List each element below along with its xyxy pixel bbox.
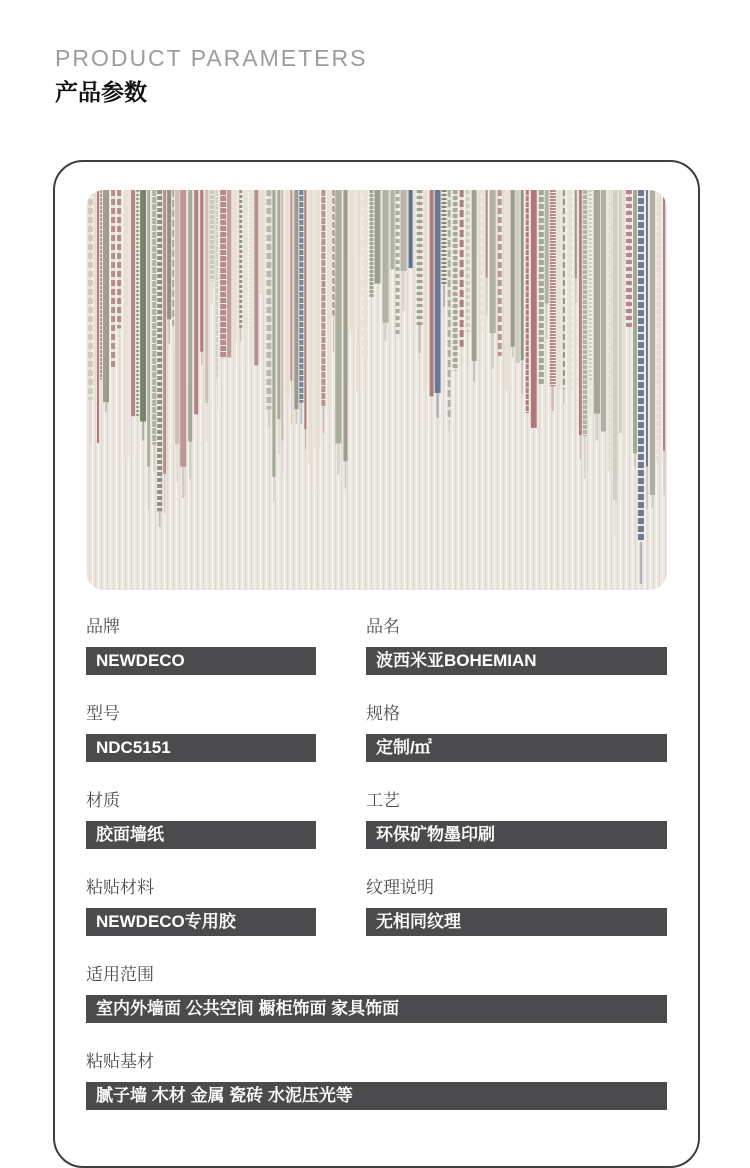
wallpaper-stripes-illustration (86, 190, 667, 590)
param-field-material (86, 791, 316, 849)
param-value: 胶面墙纸 (86, 821, 316, 849)
param-label: 品名 (366, 616, 400, 636)
param-label: 适用范围 (86, 964, 154, 984)
param-value: NEWDECO (86, 647, 316, 675)
param-value: 无相同纹理 (366, 908, 667, 936)
param-value: NDC5151 (86, 734, 316, 762)
param-field-craft (366, 791, 667, 849)
param-label: 型号 (86, 703, 120, 723)
param-label: 规格 (366, 703, 400, 723)
param-value: 环保矿物墨印刷 (366, 821, 667, 849)
param-value: 室内外墙面 公共空间 橱柜饰面 家具饰面 (86, 995, 667, 1023)
page-title-zh: 产品参数 (55, 79, 147, 106)
param-field-scope (86, 965, 667, 1023)
param-value: NEWDECO专用胶 (86, 908, 316, 936)
param-field-substrate (86, 1052, 667, 1110)
param-field-texture (366, 878, 667, 936)
param-value: 腻子墙 木材 金属 瓷砖 水泥压光等 (86, 1082, 667, 1110)
param-label: 工艺 (366, 790, 400, 810)
param-field-spec (366, 704, 667, 762)
param-value: 定制/㎡ (366, 734, 667, 762)
param-field-product-name (366, 617, 667, 675)
param-value: 波西米亚BOHEMIAN (366, 647, 667, 675)
product-image (86, 190, 667, 590)
page-title-en: PRODUCT PARAMETERS (55, 45, 368, 71)
param-label: 粘贴材料 (86, 877, 154, 897)
param-label: 材质 (86, 790, 120, 810)
parameters-card (53, 160, 700, 1168)
page-header (0, 0, 750, 106)
parameters-grid (86, 617, 667, 1139)
param-field-model (86, 704, 316, 762)
param-label: 纹理说明 (366, 877, 434, 897)
param-label: 品牌 (86, 616, 120, 636)
param-field-adhesive (86, 878, 316, 936)
param-label: 粘贴基材 (86, 1051, 154, 1071)
param-field-brand (86, 617, 316, 675)
